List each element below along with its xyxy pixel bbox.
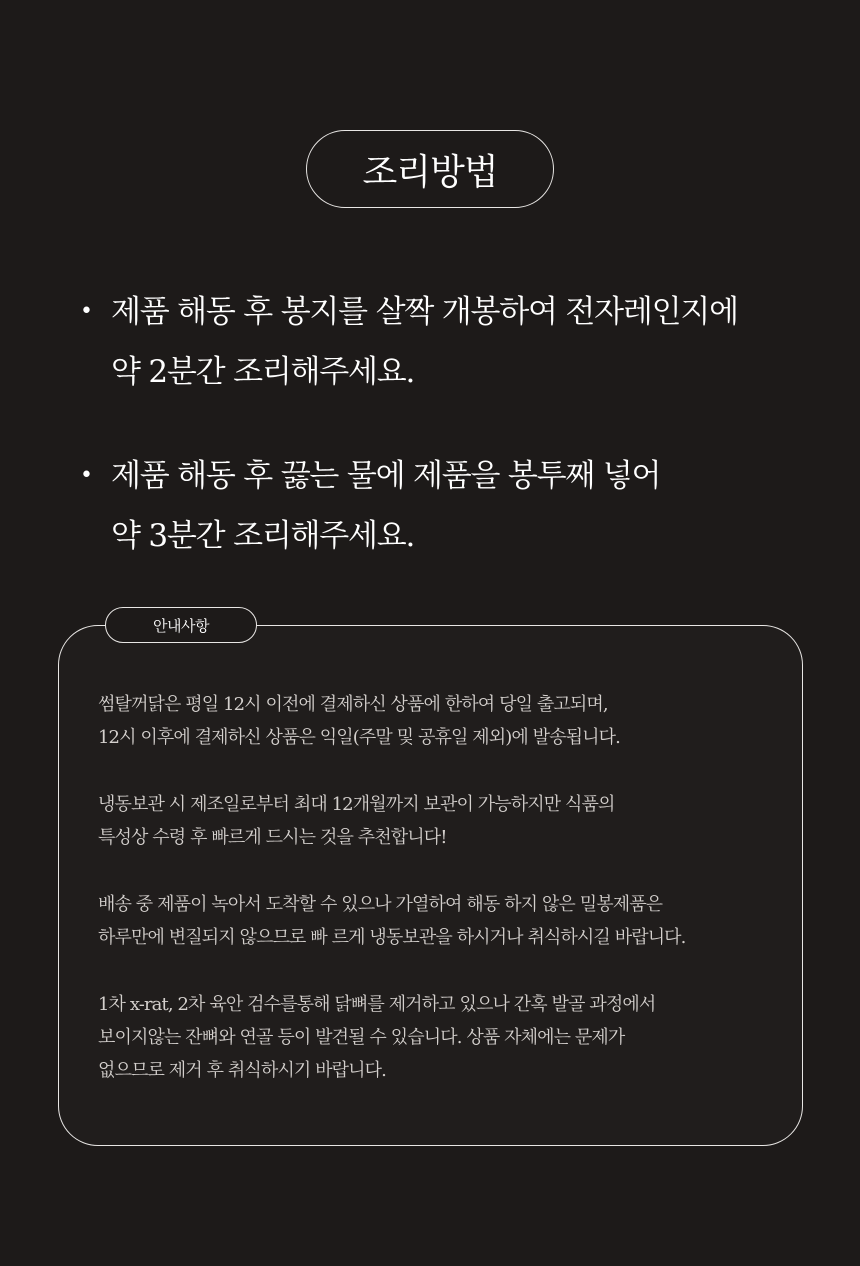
notice-line: 냉동보관 시 제조일로부터 최대 12개월까지 보관이 가능하지만 식품의 [98, 794, 615, 815]
cooking-steps-list [80, 282, 820, 610]
notice-line: 썸탈꺼닭은 평일 12시 이전에 결제하신 상품에 한하여 당일 출고되며, [98, 694, 608, 715]
notice-paragraph-shipping [98, 688, 788, 754]
step-2-line-1: 제품 해동 후 끓는 물에 제품을 봉투째 넣어 [111, 458, 661, 494]
notice-line: 하루만에 변질되지 않으므로 빠 르게 냉동보관을 하시거나 취식하시길 바랍니다. [98, 927, 686, 948]
notice-paragraph-bones [98, 988, 788, 1087]
bullet-icon: • [80, 463, 92, 488]
notice-line: 12시 이후에 결제하신 상품은 익일(주말 및 공휴일 제외)에 발송됩니다. [98, 727, 620, 748]
bullet-icon: • [80, 299, 92, 324]
step-1-line-2: 약 2분간 조리해주세요. [111, 354, 415, 390]
notice-tag: 안내사항 [105, 607, 257, 643]
cooking-step-1 [80, 282, 820, 402]
cooking-step-2 [80, 446, 820, 566]
notice-line: 배송 중 제품이 녹아서 도착할 수 있으나 가열하여 해동 하지 않은 밀봉제품은 [98, 894, 663, 915]
notice-line: 특성상 수령 후 빠르게 드시는 것을 추천합니다! [98, 827, 447, 848]
notice-body [98, 688, 788, 1121]
notice-line: 1차 x-rat, 2차 육안 검수를통해 닭뼈를 제거하고 있으나 간혹 발골 과정에서 [98, 994, 656, 1015]
notice-paragraph-thawing [98, 888, 788, 954]
cooking-method-title: 조리방법 [306, 130, 554, 208]
notice-paragraph-storage [98, 788, 788, 854]
notice-line: 보이지않는 잔뼈와 연골 등이 발견될 수 있습니다. 상품 자체에는 문제가 [98, 1027, 625, 1048]
notice-line: 없으므로 제거 후 취식하시기 바랍니다. [98, 1060, 386, 1081]
step-2-line-2: 약 3분간 조리해주세요. [111, 518, 415, 554]
step-1-line-1: 제품 해동 후 봉지를 살짝 개봉하여 전자레인지에 [111, 294, 738, 330]
